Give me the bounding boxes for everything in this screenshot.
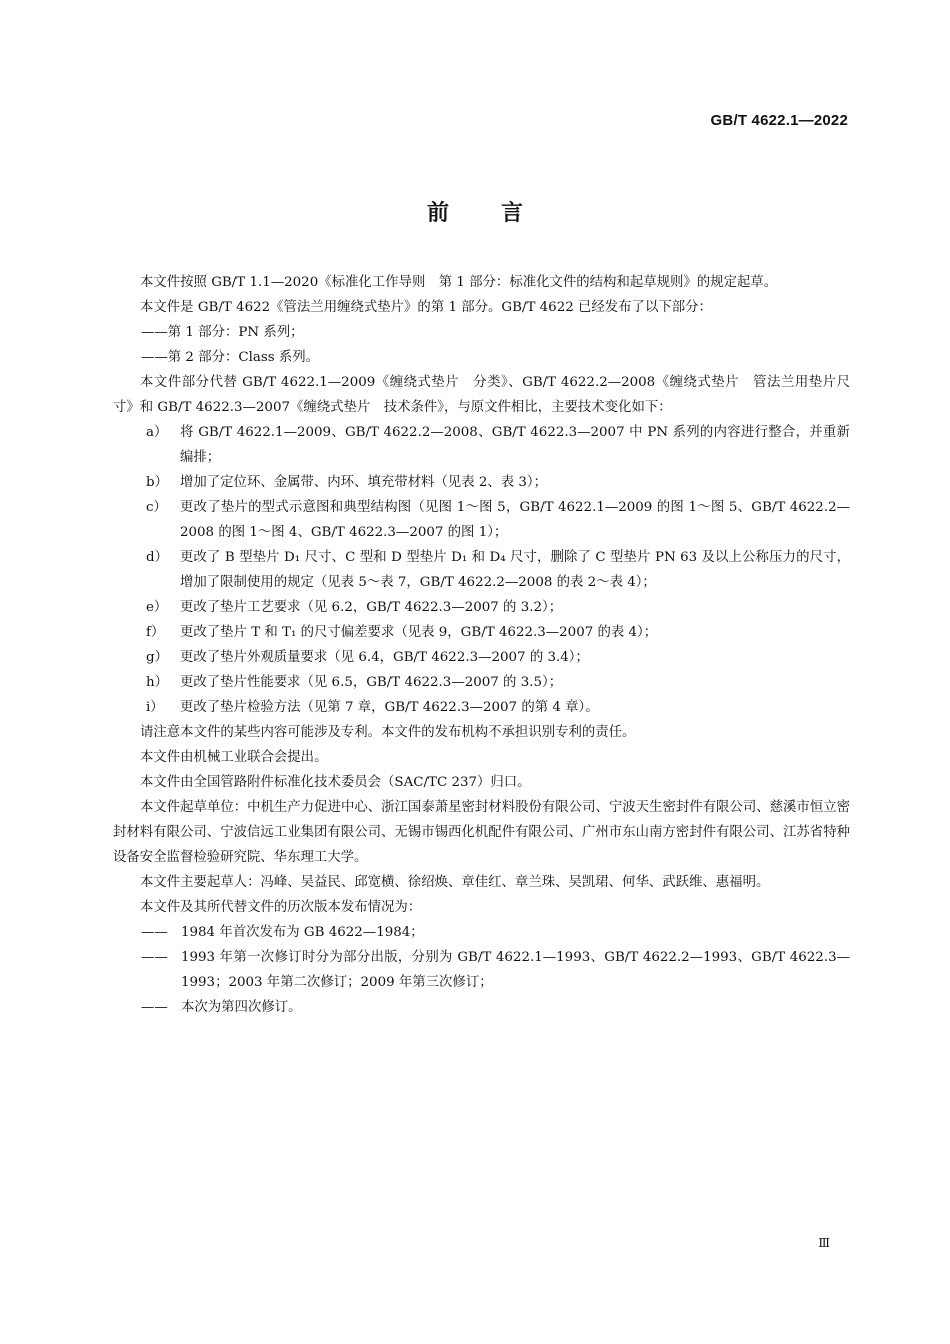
- change-text: 更改了垫片的型式示意图和典型结构图（见图 1～图 5，GB/T 4622.1—2009 的图 1～图 5、GB/T 4622.2—2008 的图 1～图 4、GB/T 4622.3—2007 的图 1）；: [180, 500, 850, 540]
- part-list-item: ——第 2 部分：Class 系列。: [141, 350, 320, 365]
- paragraph-history-intro: 本文件及其所代替文件的历次版本发布情况为：: [140, 900, 422, 915]
- history-text: 1993 年第一次修订时分为部分出版，分别为 GB/T 4622.1—1993、GB/T 4622.2—1993、GB/T 4622.3—1993；2003 年第二次修订；2009 年第三次修订；: [181, 950, 850, 990]
- change-item: [113, 645, 850, 670]
- paragraph-drafting-units: 本文件起草单位：中机生产力促进中心、浙江国泰萧星密封材料股份有限公司、宁波天生密封件有限公司、慈溪市恒立密封材料有限公司、宁波信远工业集团有限公司、无锡市锡西化机配件有限公司、广州市东山南方密封件有限公司、江苏省特种设备安全监督检验研究院、华东理工大学。: [113, 800, 850, 865]
- page-number: Ⅲ: [818, 1236, 830, 1250]
- change-item: [113, 545, 850, 595]
- change-text: 更改了垫片工艺要求（见 6.2，GB/T 4622.3—2007 的 3.2）；: [180, 600, 563, 615]
- paragraph-patent-notice: 请注意本文件的某些内容可能涉及专利。本文件的发布机构不承担识别专利的责任。: [140, 725, 636, 740]
- change-text: 更改了垫片外观质量要求（见 6.4，GB/T 4622.3—2007 的 3.4）；: [180, 650, 589, 665]
- change-item: [113, 695, 850, 720]
- paragraph-drafting-rules: 本文件按照 GB/T 1.1—2020《标准化工作导则 第 1 部分：标准化文件的结构和起草规则》的规定起草。: [140, 275, 778, 290]
- standard-code: GB/T 4622.1—2022: [710, 112, 848, 129]
- history-item: [113, 995, 850, 1020]
- change-text: 增加了定位环、金属带、内环、填充带材料（见表 2、表 3）；: [180, 475, 548, 490]
- paragraph-drafters: 本文件主要起草人：冯峰、吴益民、邱宽横、徐绍焕、章佳红、章兰珠、吴凯珺、何华、武跃维、惠福明。: [140, 875, 770, 890]
- change-text: 将 GB/T 4622.1—2009、GB/T 4622.2—2008、GB/T 4622.3—2007 中 PN 系列的内容进行整合，并重新编排；: [180, 425, 850, 465]
- change-item: [113, 595, 850, 620]
- change-text: 更改了垫片 T 和 T₁ 的尺寸偏差要求（见表 9，GB/T 4622.3—2007 的表 4）；: [180, 625, 658, 640]
- change-text: 更改了垫片检验方法（见第 7 章，GB/T 4622.3—2007 的第 4 章）。: [180, 700, 599, 715]
- history-dash: ——: [141, 1000, 168, 1015]
- change-item: [113, 420, 850, 470]
- change-label: e）: [146, 600, 168, 615]
- change-item: [113, 495, 850, 545]
- change-text: 更改了 B 型垫片 D₁ 尺寸、C 型和 D 型垫片 D₁ 和 D₄ 尺寸，删除了 C 型垫片 PN 63 及以上公称压力的尺寸，增加了限制使用的规定（见表 5～表 7，GB/T 4622.2—2008 的表 2～表 4）；: [180, 550, 850, 590]
- change-label: a）: [146, 425, 168, 440]
- change-label: d）: [146, 550, 168, 565]
- part-list-item: ——第 1 部分：PN 系列；: [141, 325, 304, 340]
- change-label: c）: [146, 500, 167, 515]
- paragraph-proposer: 本文件由机械工业联合会提出。: [140, 750, 328, 765]
- change-label: g）: [146, 650, 168, 665]
- history-item: [113, 945, 850, 995]
- page-title: [0, 196, 950, 227]
- changes-list: [113, 420, 850, 720]
- change-item: [113, 620, 850, 645]
- change-text: 更改了垫片性能要求（见 6.5，GB/T 4622.3—2007 的 3.5）；: [180, 675, 563, 690]
- history-text: 1984 年首次发布为 GB 4622—1984；: [181, 925, 424, 940]
- paragraph-parts-intro: 本文件是 GB/T 4622《管法兰用缠绕式垫片》的第 1 部分。GB/T 4622 已经发布了以下部分：: [140, 300, 712, 315]
- change-item: [113, 670, 850, 695]
- history-dash: ——: [141, 925, 168, 940]
- change-label: f）: [146, 625, 165, 640]
- document-body: [113, 270, 850, 1020]
- change-label: h）: [146, 675, 169, 690]
- history-text: 本次为第四次修订。: [181, 1000, 302, 1015]
- history-dash: ——: [141, 950, 168, 965]
- paragraph-replaces: 本文件部分代替 GB/T 4622.1—2009《缠绕式垫片 分类》、GB/T 4622.2—2008《缠绕式垫片 管法兰用垫片尺寸》和 GB/T 4622.3—2007《缠绕式垫片 技术条件》，与原文件相比，主要技术变化如下：: [113, 375, 850, 415]
- change-item: [113, 470, 850, 495]
- title-char-2: 言: [501, 201, 524, 226]
- change-label: b）: [146, 475, 168, 490]
- paragraph-committee: 本文件由全国管路附件标准化技术委员会（SAC/TC 237）归口。: [140, 775, 531, 790]
- history-item: [113, 920, 850, 945]
- title-char-1: 前: [426, 201, 449, 226]
- change-label: i）: [146, 700, 164, 715]
